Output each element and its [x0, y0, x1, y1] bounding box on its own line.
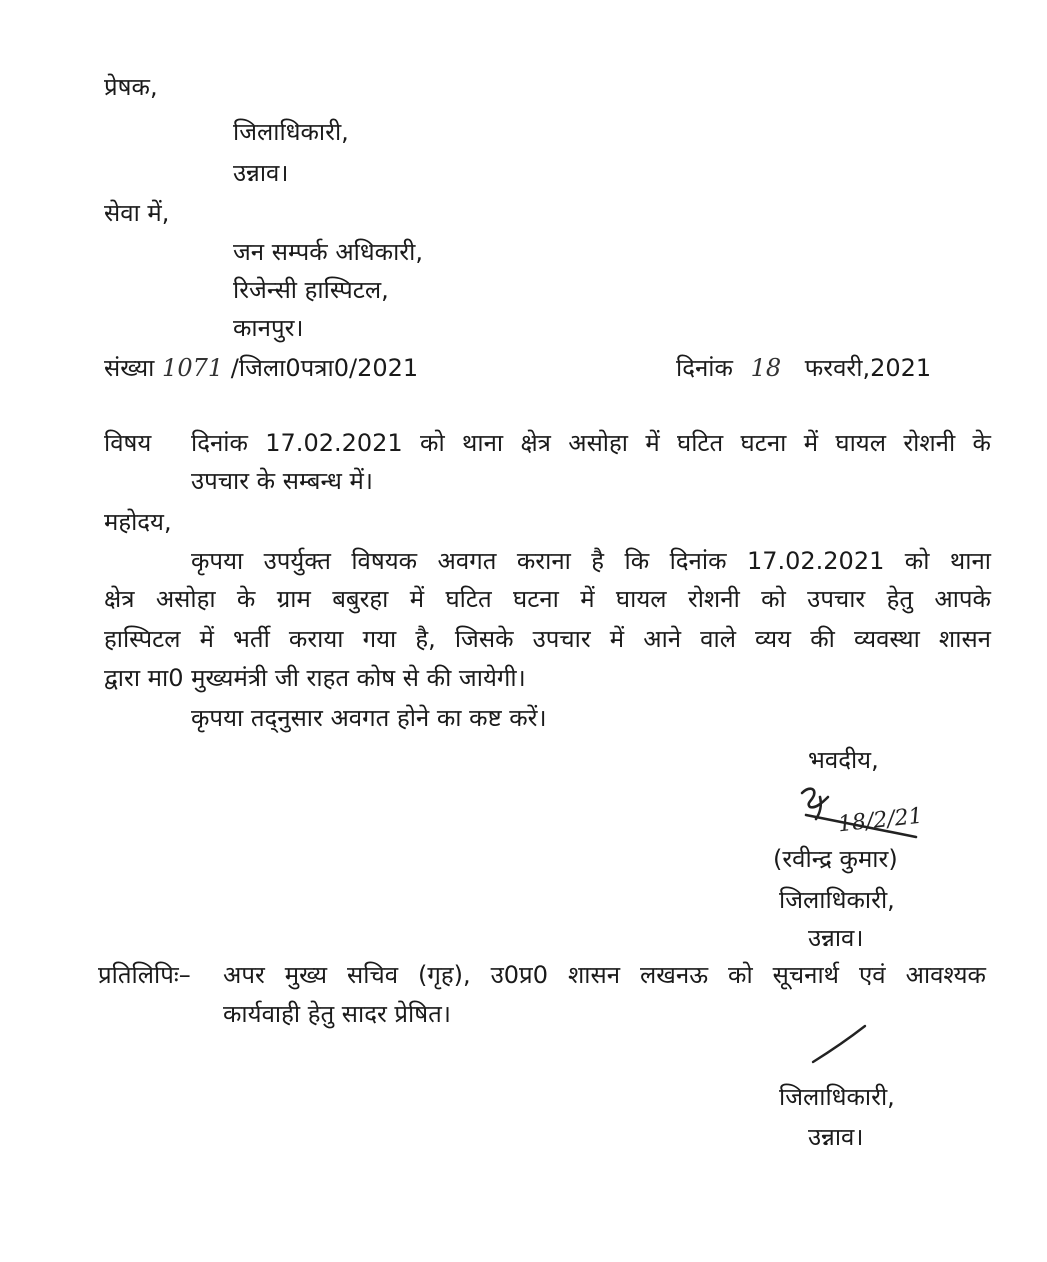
subject-line-1: दिनांक 17.02.2021 को थाना क्षेत्र असोहा में घटित घटना में घायल रोशनी के — [191, 429, 991, 457]
sender-designation: जिलाधिकारी, — [233, 118, 349, 146]
subject-label: विषय — [104, 429, 152, 457]
date-day: 18 — [750, 354, 782, 382]
body-paragraph-1-line-1: कृपया उपर्युक्त विषयक अवगत कराना है कि दिनांक 17.02.2021 को थाना — [191, 547, 991, 575]
reference-number: 1071 — [162, 354, 224, 382]
date-label: दिनांक — [676, 354, 733, 382]
body-paragraph-2: कृपया तद्नुसार अवगत होने का कष्ट करें। — [191, 704, 547, 732]
sender-place: उन्नाव। — [233, 159, 289, 187]
body-paragraph-1-line-3: हास्पिटल में भर्ती कराया गया है, जिसके उपचार में आने वाले व्यय की व्यवस्था शासन — [104, 625, 991, 653]
signatory-name: (रवीन्द्र कुमार) — [773, 845, 898, 873]
signatory-designation: जिलाधिकारी, — [779, 886, 895, 914]
signature-handwritten-date: 18/2/21 — [836, 803, 924, 838]
subject-line-2: उपचार के सम्बन्ध में। — [191, 467, 373, 495]
copy-to-label: प्रतिलिपिः– — [98, 961, 191, 989]
reference-date — [676, 353, 931, 383]
recipient-line-2: रिजेन्सी हास्पिटल, — [233, 276, 389, 304]
body-paragraph-1-line-2: क्षेत्र असोहा के ग्राम बबुरहा में घटित घटना में घायल रोशनी को उपचार हेतु आपके — [104, 585, 991, 613]
closing: भवदीय, — [808, 746, 879, 774]
recipient-label: सेवा में, — [104, 199, 170, 227]
copy-to-line-2: कार्यवाही हेतु सादर प्रेषित। — [223, 1000, 451, 1028]
date-rest: फरवरी,2021 — [804, 354, 932, 382]
footer-designation: जिलाधिकारी, — [779, 1083, 895, 1111]
reference-line — [104, 353, 418, 383]
sender-label: प्रेषक, — [104, 73, 158, 101]
recipient-line-1: जन सम्पर्क अधिकारी, — [233, 238, 423, 266]
body-paragraph-1-line-4: द्वारा मा0 मुख्यमंत्री जी राहत कोष से की जायेगी। — [104, 664, 526, 692]
footer-place: उन्नाव। — [808, 1123, 864, 1151]
reference-suffix: /जिला0पत्रा0/2021 — [230, 354, 419, 382]
reference-prefix: संख्या — [104, 354, 155, 382]
initials-stroke — [805, 1020, 875, 1070]
copy-to-line-1: अपर मुख्य सचिव (गृह), उ0प्र0 शासन लखनऊ को सूचनार्थ एवं आवश्यक — [223, 961, 986, 989]
signatory-place: उन्नाव। — [808, 924, 864, 952]
recipient-line-3: कानपुर। — [233, 314, 304, 342]
salutation: महोदय, — [104, 508, 172, 536]
